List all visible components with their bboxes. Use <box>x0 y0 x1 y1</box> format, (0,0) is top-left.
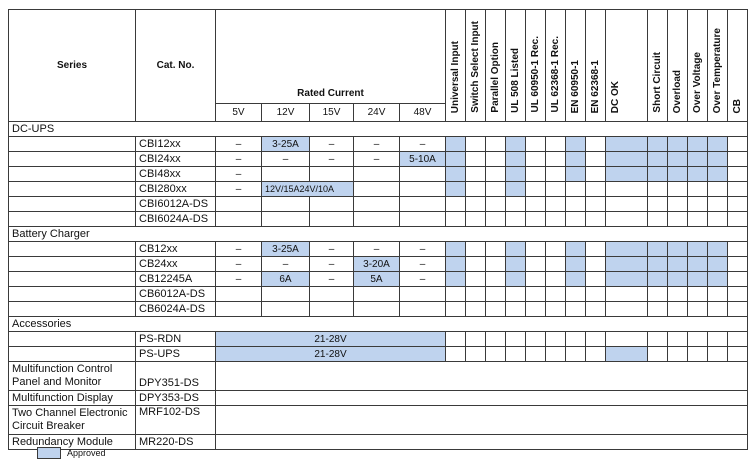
table-row <box>9 197 748 212</box>
rated-value: – <box>400 242 446 257</box>
group-row-charger <box>9 227 748 242</box>
rated-value: 3-25A <box>262 242 310 257</box>
cat-no: CBI48xx <box>136 167 216 182</box>
cat-no: CBI6024A-DS <box>136 212 216 227</box>
table-row <box>9 406 748 435</box>
group-label: Battery Charger <box>9 227 748 242</box>
rated-value: – <box>216 137 262 152</box>
rated-current-header: Rated Current <box>216 10 446 104</box>
table-row <box>9 302 748 317</box>
series-name: Multifunction Display <box>9 391 136 406</box>
feature-header-en-62368: EN 62368-1 <box>586 10 606 122</box>
rated-value: – <box>310 272 354 287</box>
table-row <box>9 272 748 287</box>
feature-header-ul-508: UL 508 Listed <box>506 10 526 122</box>
voltage-header-5v: 5V <box>216 104 262 122</box>
table-row <box>9 332 748 347</box>
table-row <box>9 435 748 450</box>
approved-swatch <box>37 447 61 459</box>
cat-no: CBI12xx <box>136 137 216 152</box>
table-row <box>9 257 748 272</box>
legend <box>37 447 106 459</box>
cat-no-header: Cat. No. <box>136 10 216 122</box>
rated-value: – <box>400 257 446 272</box>
cat-no: DPY351-DS <box>136 362 216 391</box>
rated-value: – <box>216 182 262 197</box>
cat-no: PS-RDN <box>136 332 216 347</box>
rated-value: – <box>310 257 354 272</box>
legend-label: Approved <box>67 448 106 458</box>
group-row-dcups <box>9 122 748 137</box>
rated-value: – <box>216 152 262 167</box>
table-row <box>9 242 748 257</box>
table-row <box>9 137 748 152</box>
cat-no: CB24xx <box>136 257 216 272</box>
table-row <box>9 362 748 391</box>
table-row <box>9 347 748 362</box>
feature-header-short-circuit: Short Circuit <box>648 10 668 122</box>
cat-no: CBI6012A-DS <box>136 197 216 212</box>
feature-header-overload: Overload <box>668 10 688 122</box>
rated-value: – <box>400 272 446 287</box>
rated-value: 6A <box>262 272 310 287</box>
cat-no: CB12xx <box>136 242 216 257</box>
series-name: Redundancy Module <box>9 435 136 450</box>
table-row <box>9 152 748 167</box>
rated-value: – <box>310 152 354 167</box>
rated-value: – <box>216 242 262 257</box>
rated-value: – <box>310 137 354 152</box>
rated-value: – <box>216 272 262 287</box>
series-name: Multifunction Control Panel and Monitor <box>9 362 136 391</box>
rated-value: – <box>354 152 400 167</box>
group-label: Accessories <box>9 317 748 332</box>
feature-header-parallel-option: Parallel Option <box>486 10 506 122</box>
voltage-header-12v: 12V <box>262 104 310 122</box>
rated-value: – <box>216 257 262 272</box>
feature-header-ul-62368: UL 62368-1 Rec. <box>546 10 566 122</box>
group-label: DC-UPS <box>9 122 748 137</box>
rated-value: – <box>262 152 310 167</box>
feature-header-switch-select-input: Switch Select Input <box>466 10 486 122</box>
group-row-accessories <box>9 317 748 332</box>
rated-value: 5A <box>354 272 400 287</box>
rated-range: 21-28V <box>216 332 446 347</box>
feature-header-universal-input: Universal Input <box>446 10 466 122</box>
feature-header-en-60950: EN 60950-1 <box>566 10 586 122</box>
table-row <box>9 287 748 302</box>
rated-value: – <box>400 137 446 152</box>
voltage-header-15v: 15V <box>310 104 354 122</box>
table-row <box>9 182 748 197</box>
cat-no: CBI24xx <box>136 152 216 167</box>
header-row <box>9 10 748 104</box>
voltage-header-24v: 24V <box>354 104 400 122</box>
cat-no: MRF102-DS <box>136 406 216 435</box>
series-name: Two Channel Electronic Circuit Breaker <box>9 406 136 435</box>
cat-no: CB6012A-DS <box>136 287 216 302</box>
voltage-header-48v: 48V <box>400 104 446 122</box>
feature-header-over-voltage: Over Voltage <box>688 10 708 122</box>
rated-value: – <box>354 137 400 152</box>
rated-value: 12V/15A24V/10A <box>262 182 354 197</box>
table-row <box>9 167 748 182</box>
feature-header-ul-60950: UL 60950-1 Rec. <box>526 10 546 122</box>
cat-no: CB12245A <box>136 272 216 287</box>
rated-value: 3-20A <box>354 257 400 272</box>
table-row <box>9 212 748 227</box>
rated-value: – <box>262 257 310 272</box>
rated-value: – <box>310 242 354 257</box>
table-row <box>9 391 748 406</box>
feature-header-over-temperature: Over Temperature <box>708 10 728 122</box>
rated-value: 3-25A <box>262 137 310 152</box>
feature-header-dc-ok: DC OK <box>606 10 648 122</box>
cat-no: MR220-DS <box>136 435 216 450</box>
product-approval-table <box>8 9 748 450</box>
cat-no: CB6024A-DS <box>136 302 216 317</box>
cat-no: DPY353-DS <box>136 391 216 406</box>
rated-range: 21-28V <box>216 347 446 362</box>
rated-value: 5-10A <box>400 152 446 167</box>
rated-value: – <box>354 242 400 257</box>
rated-value: – <box>216 167 262 182</box>
cat-no: CBI280xx <box>136 182 216 197</box>
cat-no: PS-UPS <box>136 347 216 362</box>
feature-header-cb: CB <box>728 10 748 122</box>
series-header: Series <box>9 10 136 122</box>
